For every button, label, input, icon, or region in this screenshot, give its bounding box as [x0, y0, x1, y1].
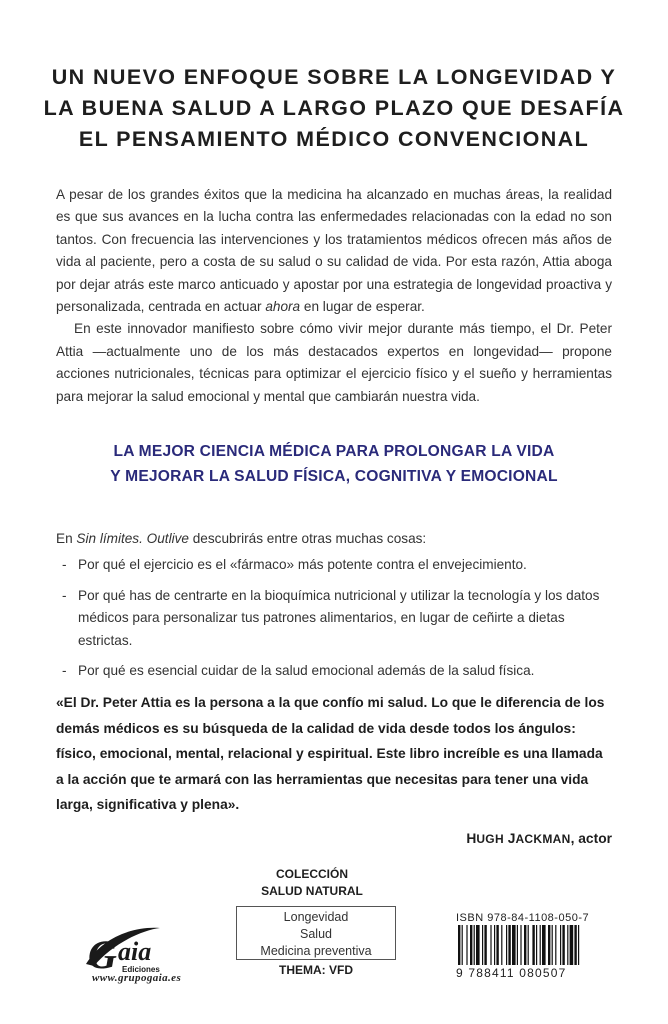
list-item: - Por qué has de centrarte en la bioquímica nutricional y utilizar la tecnología y los datos médicos para personalizar tus patrones alimentarios, en lugar de ceñirte a dietas estrictas.	[56, 585, 612, 652]
barcode-bar	[540, 925, 541, 965]
list-item: - Por qué el ejercicio es el «fármaco» más potente contra el envejecimiento.	[56, 554, 612, 576]
collection-line: SALUD NATURAL	[261, 884, 363, 898]
headline-line: EL PENSAMIENTO MÉDICO CONVENCIONAL	[78, 127, 590, 151]
barcode-bar	[552, 925, 553, 965]
barcode-bar	[578, 925, 579, 965]
barcode-bar	[560, 925, 561, 965]
quote-author: HUGH JACKMAN, actor	[466, 830, 612, 846]
collection-line: COLECCIÓN	[276, 867, 348, 881]
intro-paragraph-1: A pesar de los grandes éxitos que la medicina ha alcanzado en muchas áreas, la realidad es que sus avances en la lucha contra las enfermedades relacionadas con la edad no son tantos. Con frecuencia las intervenciones y los tratamientos médicos ofrecen más años de vida al paciente, pero a costa de su salud o su calidad de vida. Por esta razón, Attia aboga por dejar atrás este marco anticuado y apostar por una estrategia de longevidad proactiva y personalizada, centrada en actuar ahora en lugar de esperar.	[56, 187, 612, 315]
barcode-bar	[484, 925, 486, 965]
barcode-bar	[490, 925, 491, 965]
list-item: - Por qué es esencial cuidar de la salud emocional además de la salud física.	[56, 660, 612, 682]
barcode-bar	[512, 925, 516, 965]
barcode-bar	[574, 925, 576, 965]
barcode-bar	[555, 925, 556, 965]
discover-section	[56, 528, 612, 690]
barcode-bar	[466, 925, 467, 965]
publisher-url: www.grupogaia.es	[92, 972, 182, 984]
topic-item: Salud	[300, 927, 332, 941]
endorsement-quote	[56, 690, 612, 852]
subheading-line: LA MEJOR CIENCIA MÉDICA PARA PROLONGAR LA VIDA	[113, 443, 555, 460]
discover-lead: En Sin límites. Outlive descubrirás entre otras muchas cosas:	[56, 531, 427, 546]
topic-item: Longevidad	[283, 910, 349, 924]
barcode-bar	[474, 925, 475, 965]
topics-box	[236, 906, 396, 960]
barcode-bar	[562, 925, 564, 965]
gaia-logo	[82, 918, 202, 978]
topic-item: Medicina preventiva	[260, 944, 372, 958]
headline	[40, 62, 628, 155]
barcode-bar	[570, 925, 574, 965]
subheading	[40, 440, 628, 489]
barcode-bar	[508, 925, 510, 965]
barcode-bar	[536, 925, 537, 965]
collection-label	[232, 866, 392, 900]
barcode-bar	[506, 925, 507, 965]
barcode-bar	[532, 925, 534, 965]
barcode	[456, 925, 621, 965]
barcode-bar	[476, 925, 480, 965]
barcode-bar	[548, 925, 550, 965]
headline-line: LA BUENA SALUD A LARGO PLAZO QUE DESAFÍA	[43, 96, 625, 120]
barcode-bar	[462, 925, 463, 965]
barcode-bar	[520, 925, 521, 965]
barcode-bar	[494, 925, 495, 965]
discover-list	[56, 554, 612, 682]
logo-word: aia	[118, 937, 152, 966]
barcode-bar	[501, 925, 502, 965]
isbn-label: ISBN 978-84-1108-050-7	[456, 912, 590, 924]
dash-bullet: -	[62, 557, 67, 573]
barcode-bar	[470, 925, 472, 965]
barcode-bar	[528, 925, 529, 965]
intro-paragraph-2: En este innovador manifiesto sobre cómo vivir mejor durante más tiempo, el Dr. Peter Attia —actualmente uno de los más destacados expertos en longevidad— propone acciones nutricionales, técnicas para optimizar el ejercicio físico y el sueño y herramientas para mejorar la salud emocional y mental que cambiarán nuestra vida.	[56, 321, 612, 404]
dash-bullet: -	[62, 587, 67, 603]
barcode-bar	[542, 925, 546, 965]
quote-text: «El Dr. Peter Attia es la persona a la que confío mi salud. Lo que le diferencia de los demás médicos es su búsqueda de la calidad de vida desde todos los ángulos: físico, emocional, mental, relacional y espiritual. Este libro increíble es una llamada a la acción que te armará con las herramientas que necesitas para tener una vida larga, significativa y plena».	[56, 695, 605, 812]
subheading-line: Y MEJORAR LA SALUD FÍSICA, COGNITIVA Y EMOCIONAL	[110, 467, 558, 485]
barcode-bar	[496, 925, 498, 965]
intro-text	[56, 184, 612, 408]
thema-code: THEMA: VFD	[279, 963, 353, 977]
barcode-bar	[567, 925, 568, 965]
barcode-bar	[482, 925, 483, 965]
barcode-digits: 9 788411 080507	[456, 966, 567, 980]
headline-line: UN NUEVO ENFOQUE SOBRE LA LONGEVIDAD Y	[51, 65, 617, 89]
barcode-bar	[458, 925, 460, 965]
barcode-bar	[517, 925, 518, 965]
dash-bullet: -	[62, 663, 67, 679]
logo-g: G	[88, 932, 117, 977]
barcode-bar	[524, 925, 526, 965]
logo-sub: Ediciones	[122, 965, 160, 974]
